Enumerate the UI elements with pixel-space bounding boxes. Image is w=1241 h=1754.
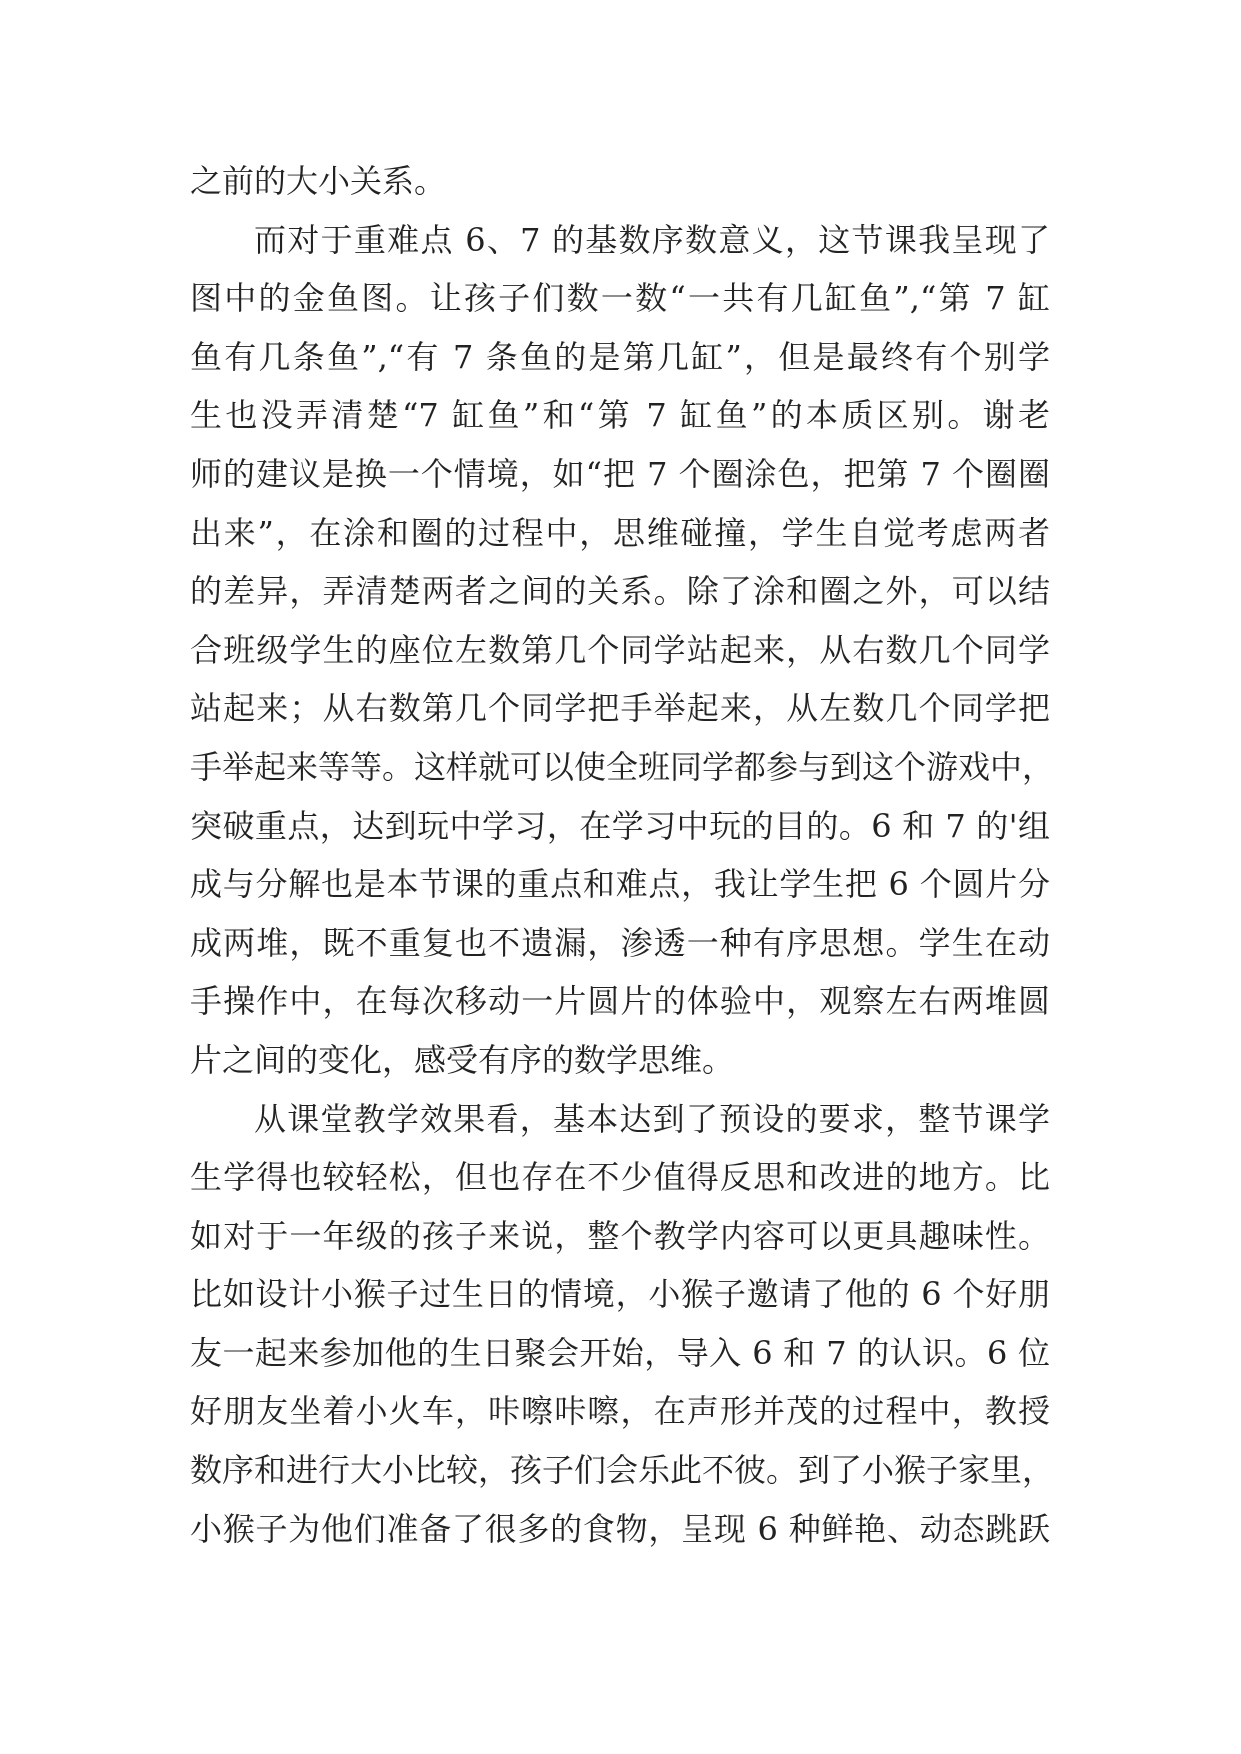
text-line: 出来”，在涂和圈的过程中，思维碰撞，学生自觉考虑两者: [190, 513, 1050, 552]
paragraph-first-line: 从课堂教学效果看，基本达到了预设的要求，整节课学: [254, 1099, 1050, 1138]
text-line: 图中的金鱼图。让孩子们数一数“一共有几缸鱼”,“第 7 缸: [190, 279, 1050, 318]
body-text: [190, 152, 1055, 1558]
text-line: 如对于一年级的孩子来说，整个教学内容可以更具趣味性。: [190, 1216, 1050, 1255]
text-line: 好朋友坐着小火车，咔嚓咔嚓，在声形并茂的过程中，教授: [190, 1392, 1050, 1431]
text-line: 站起来；从右数第几个同学把手举起来，从左数几个同学把: [190, 689, 1050, 728]
text-line: 小猴子为他们准备了很多的食物，呈现 6 种鲜艳、动态跳跃: [190, 1509, 1050, 1548]
text-line: 数序和进行大小比较，孩子们会乐此不彼。到了小猴子家里，: [190, 1451, 1055, 1490]
text-line: 生学得也较轻松，但也存在不少值得反思和改进的地方。比: [190, 1158, 1050, 1197]
text-line: 突破重点，达到玩中学习，在学习中玩的目的。6 和 7 的'组: [190, 806, 1050, 845]
text-line: 手操作中，在每次移动一片圆片的体验中，观察左右两堆圆: [190, 982, 1050, 1021]
text-line: 手举起来等等。这样就可以使全班同学都参与到这个游戏中，: [190, 747, 1055, 786]
text-line: 合班级学生的座位左数第几个同学站起来，从右数几个同学: [190, 630, 1050, 669]
text-line: 友一起来参加他的生日聚会开始，导入 6 和 7 的认识。6 位: [190, 1333, 1050, 1372]
paragraph-first-line: 而对于重难点 6、7 的基数序数意义，这节课我呈现了: [254, 220, 1050, 259]
text-line: 师的建议是换一个情境，如“把 7 个圈涂色，把第 7 个圈圈: [190, 454, 1050, 493]
text-line: 成与分解也是本节课的重点和难点，我让学生把 6 个圆片分: [190, 865, 1050, 904]
text-line: 片之间的变化，感受有序的数学思维。: [190, 1040, 735, 1079]
text-line: 之前的大小关系。: [190, 162, 447, 200]
text-line: 生也没弄清楚“7 缸鱼”和“第 7 缸鱼”的本质区别。谢老: [190, 396, 1050, 435]
text-line: 比如设计小猴子过生日的情境，小猴子邀请了他的 6 个好朋: [190, 1275, 1050, 1314]
text-line: 成两堆，既不重复也不遗漏，渗透一种有序思想。学生在动: [190, 923, 1050, 962]
text-line: 鱼有几条鱼”,“有 7 条鱼的是第几缸”，但是最终有个别学: [190, 337, 1050, 376]
text-line: 的差异，弄清楚两者之间的关系。除了涂和圈之外，可以结: [190, 572, 1050, 611]
